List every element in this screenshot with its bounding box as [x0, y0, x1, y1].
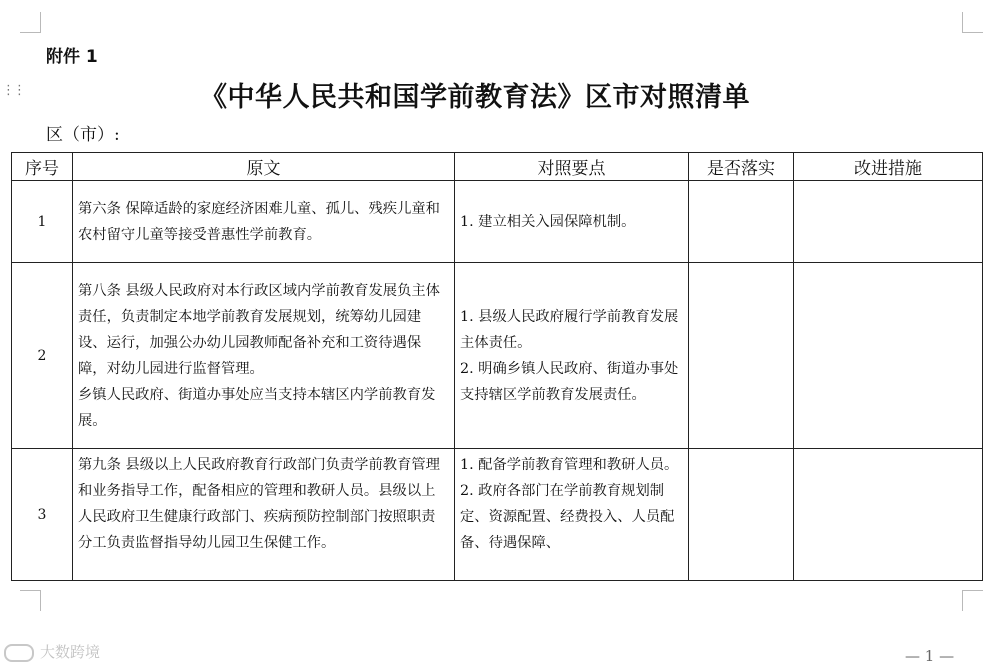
document-title: 《中华人民共和国学前教育法》区市对照清单 — [200, 82, 750, 113]
key-points-cell[interactable] — [455, 181, 689, 263]
crop-mark-top-left — [20, 12, 41, 33]
crop-mark-bottom-left — [20, 590, 41, 611]
implemented-cell[interactable] — [689, 263, 794, 449]
table-row — [12, 181, 983, 263]
key-points-text: 1. 建立相关入园保障机制。 — [460, 213, 636, 230]
original-text: 第八条 县级人民政府对本行政区域内学前教育发展负主体责任，负责制定本地学前教育发展规划，统筹幼儿园建设、运行，加强公办幼儿园教师配备补充和工资待遇保障，对幼儿园进行监督管理。 — [78, 282, 440, 377]
table-header-row — [12, 153, 983, 181]
row-number: 2 — [12, 263, 73, 449]
key-points-extra: 2. 政府各部门在学前教育规划制定、资源配置、经费投入、人员配备、待遇保障、 — [460, 483, 675, 551]
table-row — [12, 263, 983, 449]
key-points-cell[interactable] — [455, 449, 689, 581]
original-text: 第九条 县级以上人民政府教育行政部门负责学前教育管理和业务指导工作，配备相应的管理和教研人员。县级以上人民政府卫生健康行政部门、疾病预防控制部门按照职责分工负责监督指导幼儿园卫生保健工作。 — [78, 457, 440, 551]
original-text-cell[interactable] — [73, 263, 455, 449]
improvements-cell[interactable] — [794, 263, 983, 449]
implemented-cell[interactable] — [689, 181, 794, 263]
header-implemented: 是否落实 — [689, 153, 794, 181]
district-label: 区（市）: — [46, 125, 120, 145]
row-number: 3 — [12, 449, 73, 581]
watermark — [4, 641, 100, 662]
original-text-cell[interactable] — [73, 449, 455, 581]
improvements-cell[interactable] — [794, 181, 983, 263]
comparison-table — [11, 152, 983, 581]
row-number: 1 — [12, 181, 73, 263]
page-number: — 1 — — [905, 647, 955, 665]
key-points-cell[interactable] — [455, 263, 689, 449]
key-points-text: 1. 配备学前教育管理和教研人员。 — [460, 457, 679, 473]
header-key-points: 对照要点 — [455, 153, 689, 181]
header-original-text: 原文 — [73, 153, 455, 181]
original-text-extra: 乡镇人民政府、街道办事处应当支持本辖区内学前教育发展。 — [78, 386, 436, 429]
implemented-cell[interactable] — [689, 449, 794, 581]
key-points-text: 1. 县级人民政府履行学前教育发展主体责任。 — [460, 308, 679, 351]
watermark-text: 大数跨境 — [40, 643, 101, 661]
key-points-extra: 2. 明确乡镇人民政府、街道办事处支持辖区学前教育发展责任。 — [460, 360, 679, 403]
improvements-cell[interactable] — [794, 449, 983, 581]
table-row — [12, 449, 983, 581]
original-text-cell[interactable] — [73, 181, 455, 263]
table-move-handle-icon[interactable]: ⋮⋮ — [2, 83, 24, 98]
original-text: 第六条 保障适龄的家庭经济困难儿童、孤儿、残疾儿童和农村留守儿童等接受普惠性学前教育。 — [78, 200, 440, 243]
watermark-logo-icon — [4, 644, 34, 662]
header-improvements: 改进措施 — [794, 153, 983, 181]
attachment-label: 附件 1 — [46, 47, 98, 67]
crop-mark-top-right — [962, 12, 983, 33]
crop-mark-bottom-right — [962, 590, 983, 611]
header-number: 序号 — [12, 153, 73, 181]
